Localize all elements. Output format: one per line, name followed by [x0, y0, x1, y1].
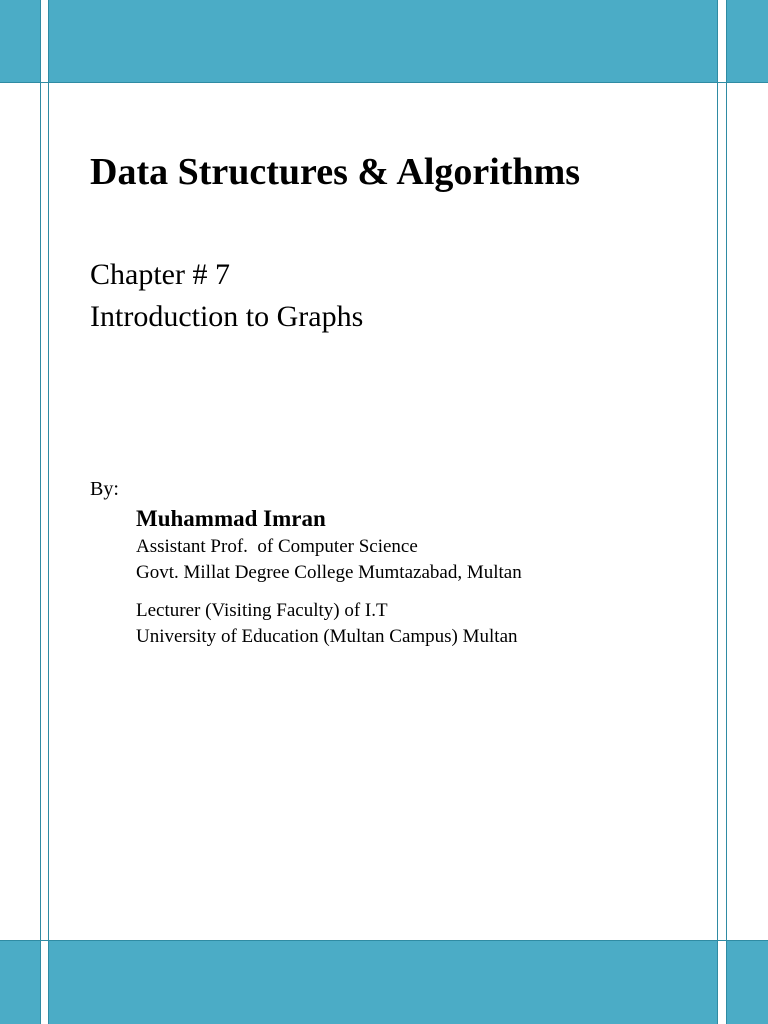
author-institution-1: Govt. Millat Degree College Mumtazabad, Multan: [136, 562, 522, 583]
decorative-band-bottom-left: [0, 941, 40, 1024]
frame-line-left-outer: [40, 0, 41, 1024]
decorative-band-bottom-right: [727, 941, 768, 1024]
decorative-band-top: [49, 0, 717, 82]
frame-line-left-inner: [48, 0, 49, 1024]
frame-line-right-inner: [717, 0, 718, 1024]
author-institution-2: University of Education (Multan Campus) Multan: [136, 626, 518, 647]
author-block: [136, 504, 522, 650]
spacer: [136, 586, 522, 598]
frame-line-right-outer: [726, 0, 727, 1024]
frame-line-bottom: [0, 940, 768, 941]
decorative-band-bottom: [49, 941, 717, 1024]
author-name: Muhammad Imran: [136, 506, 326, 531]
by-label: By:: [90, 478, 119, 500]
chapter-heading: [90, 254, 363, 338]
author-position-1: Assistant Prof. of Computer Science: [136, 536, 418, 557]
chapter-title: Introduction to Graphs: [90, 300, 364, 333]
frame-line-top: [0, 82, 768, 83]
chapter-number: Chapter # 7: [90, 258, 230, 291]
decorative-band-top-right: [727, 0, 768, 82]
decorative-band-top-left: [0, 0, 40, 82]
document-title: Data Structures & Algorithms: [90, 151, 581, 193]
author-position-2: Lecturer (Visiting Faculty) of I.T: [136, 600, 388, 621]
